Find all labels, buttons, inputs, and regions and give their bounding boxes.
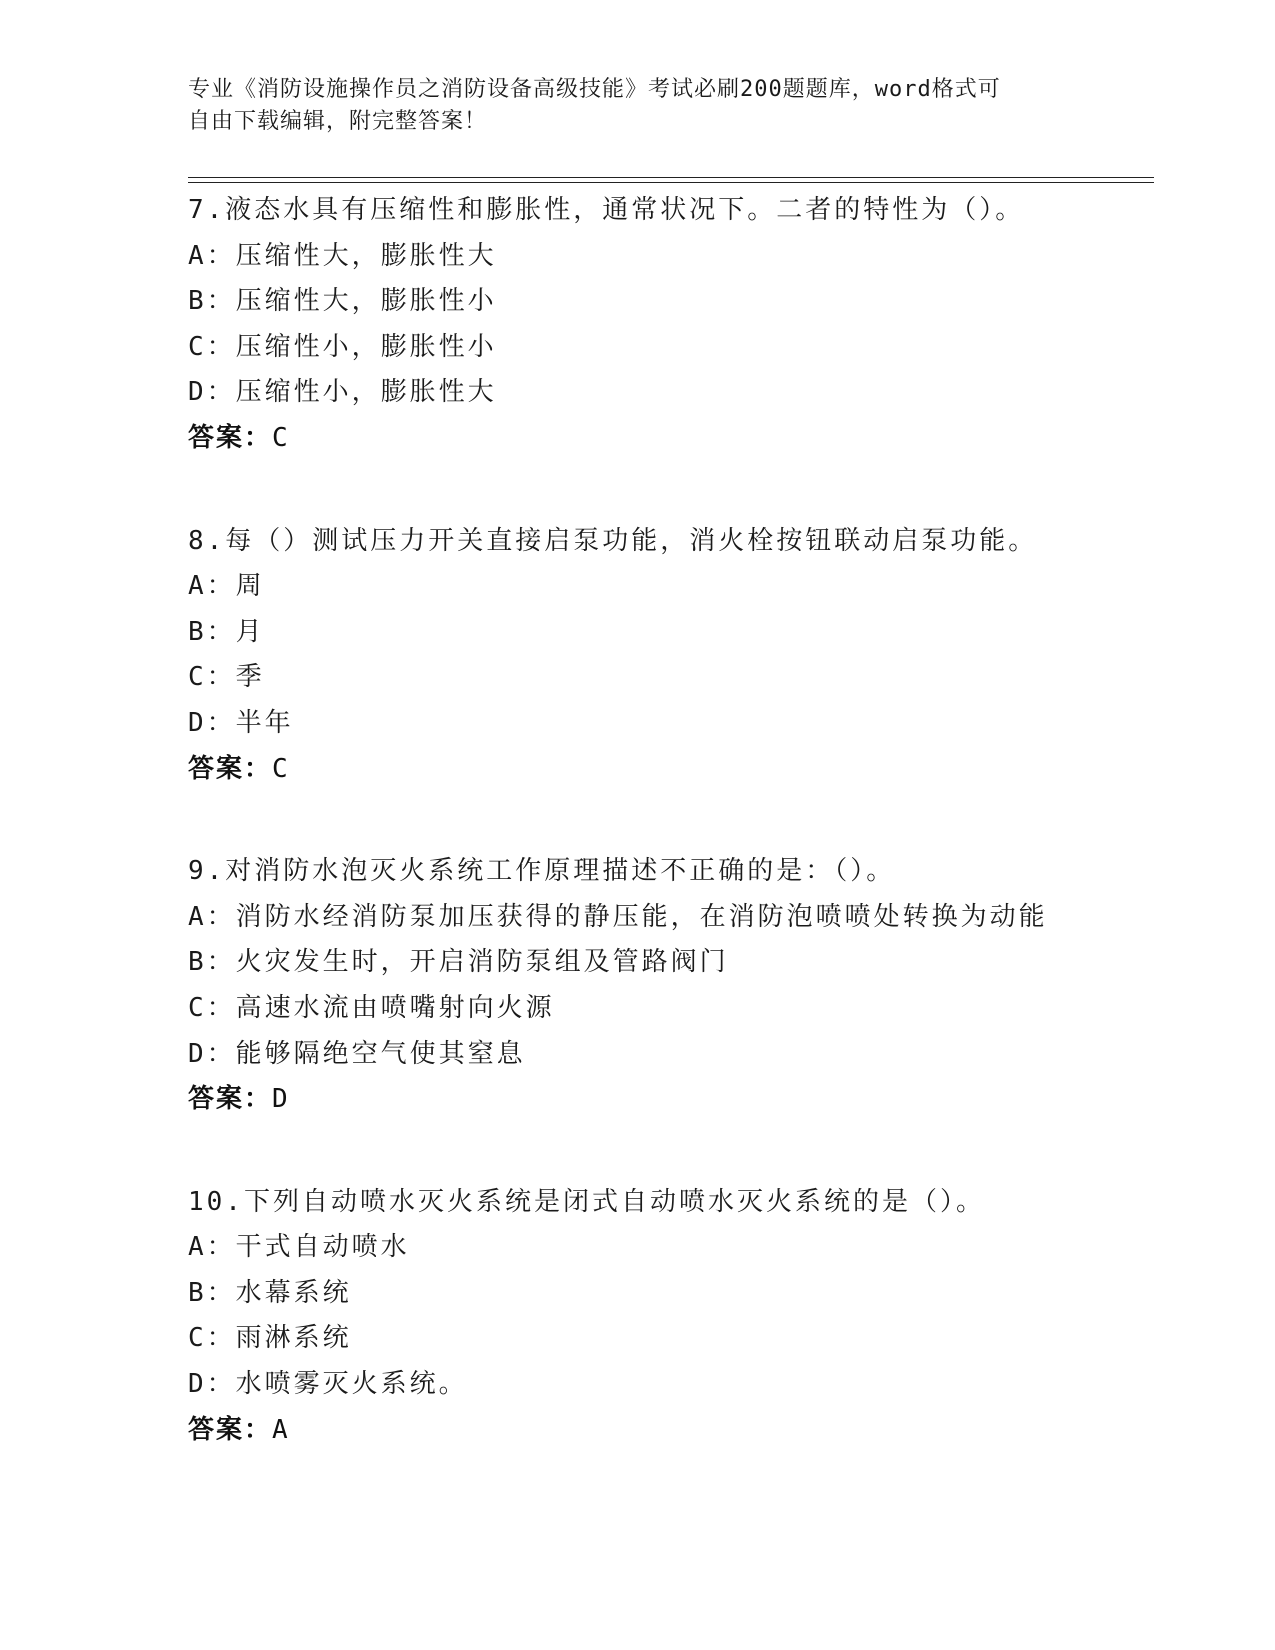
answer-label: 答案： <box>188 422 273 453</box>
answer-label: 答案： <box>188 753 273 784</box>
answer-value: C <box>272 753 289 784</box>
question-stem: 10.下列自动喷水灭火系统是闭式自动喷水灭火系统的是（）。 <box>188 1186 985 1217</box>
option-a: A：周 <box>188 571 265 602</box>
answer-value: A <box>272 1414 289 1445</box>
header-line-1: 专业《消防设施操作员之消防设备高级技能》考试必刷200题题库，word格式可 <box>188 77 1001 102</box>
option-a: A：干式自动喷水 <box>188 1232 410 1263</box>
header-line-2: 自由下载编辑，附完整答案！ <box>188 109 488 134</box>
option-d: D：半年 <box>188 707 294 738</box>
header-divider-top <box>188 177 1154 178</box>
question-10 <box>188 1180 1154 1454</box>
question-stem: 7.液态水具有压缩性和膨胀性，通常状况下。二者的特性为（）。 <box>188 195 1025 225</box>
option-d: D：水喷雾灭火系统。 <box>188 1369 468 1400</box>
answer-value: D <box>272 1084 289 1115</box>
option-c: C：压缩性小，膨胀性小 <box>188 331 497 362</box>
answer-line <box>188 747 1154 793</box>
option-c: C：雨淋系统 <box>188 1323 352 1354</box>
question-7 <box>188 188 1154 462</box>
option-a: A：消防水经消防泵加压获得的静压能，在消防泡喷喷处转换为动能 <box>188 901 1048 932</box>
question-9 <box>188 849 1154 1123</box>
answer-value: C <box>272 422 289 453</box>
question-8 <box>188 519 1154 793</box>
answer-label: 答案： <box>188 1414 273 1445</box>
answer-line <box>188 1408 1154 1454</box>
option-d: D：能够隔绝空气使其窒息 <box>188 1038 526 1069</box>
document-header <box>188 74 1068 138</box>
option-d: D：压缩性小，膨胀性大 <box>188 377 497 408</box>
question-stem: 8.每（）测试压力开关直接启泵功能，消火栓按钮联动启泵功能。 <box>188 525 1038 556</box>
answer-label: 答案： <box>188 1084 273 1115</box>
header-divider-bottom <box>188 182 1154 183</box>
question-stem: 9.对消防水泡灭火系统工作原理描述不正确的是：（）。 <box>188 856 896 887</box>
option-b: B：压缩性大，膨胀性小 <box>188 286 497 317</box>
option-c: C：高速水流由喷嘴射向火源 <box>188 992 555 1023</box>
option-c: C：季 <box>188 662 265 693</box>
answer-line <box>188 1077 1154 1123</box>
option-b: B：水幕系统 <box>188 1277 352 1308</box>
option-b: B：火灾发生时，开启消防泵组及管路阀门 <box>188 947 729 978</box>
answer-line <box>188 416 1154 462</box>
option-a: A：压缩性大，膨胀性大 <box>188 240 497 271</box>
option-b: B：月 <box>188 616 265 647</box>
question-list <box>188 188 1154 1510</box>
